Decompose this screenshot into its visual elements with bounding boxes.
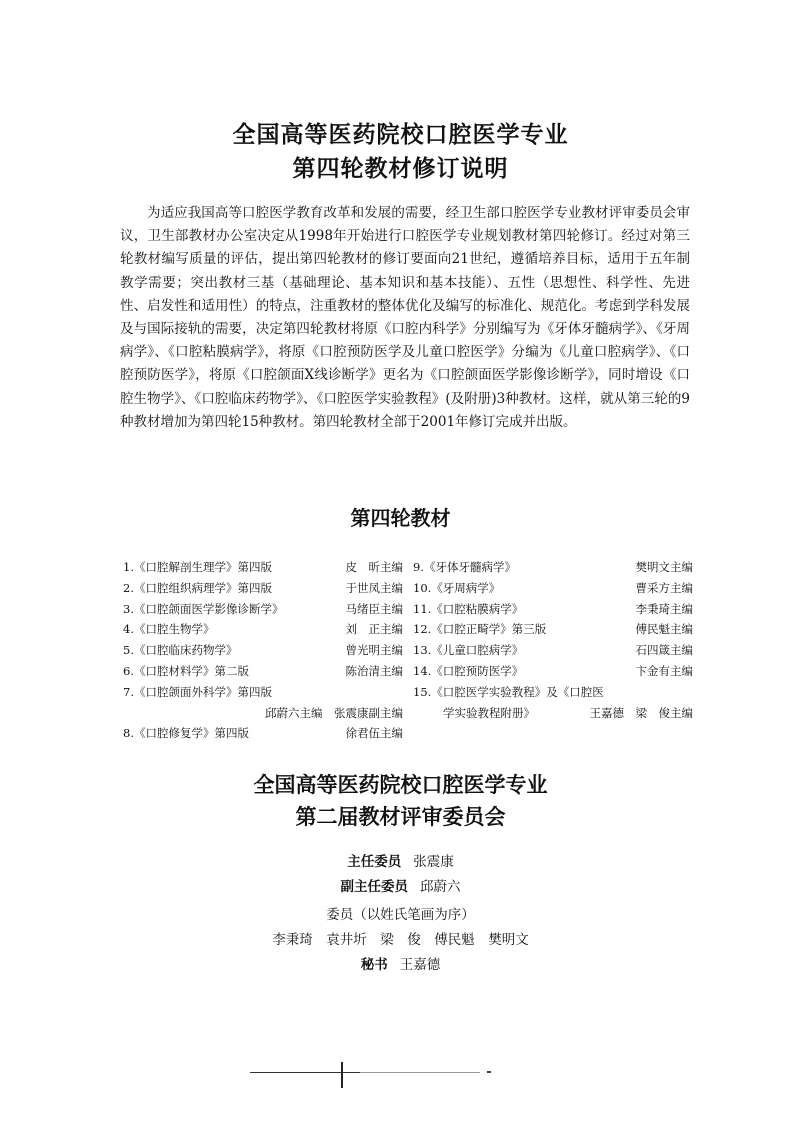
book-editor: 徐君伍主编 <box>345 726 403 741</box>
book-list-left-column <box>123 557 403 744</box>
book-editor: 曾光明主编 <box>345 643 403 658</box>
book-editor: 傅民魁主编 <box>635 622 693 637</box>
doc-title-line1: 全国高等医药院校口腔医学专业 <box>232 122 569 148</box>
book-title: 5.《口腔临床药物学》 <box>123 643 238 658</box>
book-row <box>123 682 403 703</box>
book-title: 学实验教程附册》 <box>443 705 535 720</box>
book-title: 2.《口腔组织病理学》第四版 <box>123 580 272 595</box>
book-row <box>413 661 693 682</box>
chair-label: 主任委员 <box>347 854 402 870</box>
chair-name: 张震康 <box>413 854 454 870</box>
book-row <box>123 723 403 744</box>
secretary-name: 王嘉德 <box>399 957 441 973</box>
footer-rule-faint <box>360 1072 480 1073</box>
book-editor: 皮 昕主编 <box>345 560 403 574</box>
book-title: 4.《口腔生物学》 <box>123 622 215 637</box>
book-row <box>413 640 693 661</box>
book-row <box>123 599 403 620</box>
book-title: 8.《口腔修复学》第四版 <box>123 726 249 741</box>
book-editor: 石四箴主编 <box>635 643 693 658</box>
book-row-continuation <box>413 703 693 724</box>
book-editor: 马绪臣主编 <box>345 601 403 616</box>
committee-title-line2: 第二届教材评审委员会 <box>295 805 506 829</box>
book-title: 12.《口腔正畸学》第三版 <box>413 622 547 637</box>
book-list-right-column <box>413 557 693 723</box>
book-title: 14.《口腔预防医学》 <box>413 663 524 678</box>
book-row-continuation <box>123 703 403 724</box>
book-title: 9.《牙体牙髓病学》 <box>413 560 516 574</box>
committee-members-label: 委员（以姓氏笔画为序） <box>326 907 475 923</box>
committee-title-line1: 全国高等医药院校口腔医学专业 <box>253 773 548 797</box>
book-list-heading: 第四轮教材 <box>350 506 451 530</box>
book-row <box>123 640 403 661</box>
book-row <box>413 682 693 703</box>
book-editor: 樊明文主编 <box>635 560 693 574</box>
committee-vice-chair <box>0 877 801 897</box>
committee-secretary <box>0 955 801 975</box>
book-editor: 曹采方主编 <box>635 580 693 595</box>
book-row <box>123 619 403 640</box>
book-title: 11.《口腔粘膜病学》 <box>413 601 524 616</box>
book-row <box>123 578 403 599</box>
intro-paragraph: 为适应我国高等口腔医学教育改革和发展的需要，经卫生部口腔医学专业教材评审委员会审议，卫生部教材办公室决定从1998年开始进行口腔医学专业规划教材第四轮修订。经过对第三轮教材编写质量的评估，提出第四轮教材的修订要面向21世纪，遵循培养目标，适用于五年制教学需要；突出教材三基（基础理论、基本知识和基本技能）、五性（思想性、科学性、先进性、启发性和适用性）的特点，注重教材的整体优化及编写的标准化、规范化。考虑到学科发展及与国际接轨的需要，决定第四轮教材将原《口腔内科学》分别编写为《牙体牙髓病学》、《牙周病学》、《口腔粘膜病学》，将原《口腔预防医学及儿童口腔医学》分编为《儿童口腔病学》、《口腔预防医学》，将原《口腔颌面X线诊断学》更名为《口腔颌面医学影像诊断学》，同时增设《口腔生物学》、《口腔临床药物学》、《口腔医学实验教程》(及附册)3种教材。这样，就从第三轮的9种教材增加为第四轮15种教材。第四轮教材全部于2001年修订完成并出版。 <box>120 205 690 430</box>
footer-dot <box>487 1071 491 1073</box>
book-row <box>123 661 403 682</box>
book-editor: 陈治清主编 <box>345 663 403 678</box>
book-row <box>413 578 693 599</box>
book-title: 13.《儿童口腔病学》 <box>413 643 524 658</box>
book-title: 6.《口腔材料学》第二版 <box>123 663 249 678</box>
book-editor: 卞金有主编 <box>635 663 693 678</box>
book-title: 3.《口腔颌面医学影像诊断学》 <box>123 601 284 616</box>
book-row <box>413 599 693 620</box>
book-editor: 刘 正主编 <box>345 622 403 637</box>
book-title: 7.《口腔颌面外科学》第四版 <box>123 684 272 699</box>
book-row <box>413 557 693 578</box>
book-title: 15.《口腔医学实验教程》及《口腔医 <box>413 684 604 699</box>
book-title: 10.《牙周病学》 <box>413 580 501 595</box>
book-editor: 于世凤主编 <box>345 580 403 595</box>
committee-chair <box>0 852 801 872</box>
book-editor: 邱蔚六主编 张震康副主编 <box>265 705 403 720</box>
book-row <box>123 557 403 578</box>
book-title: 1.《口腔解剖生理学》第四版 <box>123 560 272 574</box>
footer-mark <box>341 1062 343 1088</box>
vice-chair-label: 副主任委员 <box>340 879 408 895</box>
book-editor: 王嘉德 梁 俊主编 <box>589 705 693 720</box>
doc-title-line2: 第四轮教材修订说明 <box>292 156 509 182</box>
book-row <box>413 619 693 640</box>
committee-members: 李秉琦 袁井圻 梁 俊 傅民魁 樊明文 <box>272 932 529 948</box>
vice-chair-name: 邱蔚六 <box>420 879 461 895</box>
book-editor: 李秉琦主编 <box>635 601 693 616</box>
secretary-label: 秘书 <box>360 957 388 973</box>
footer-rule <box>250 1072 360 1073</box>
